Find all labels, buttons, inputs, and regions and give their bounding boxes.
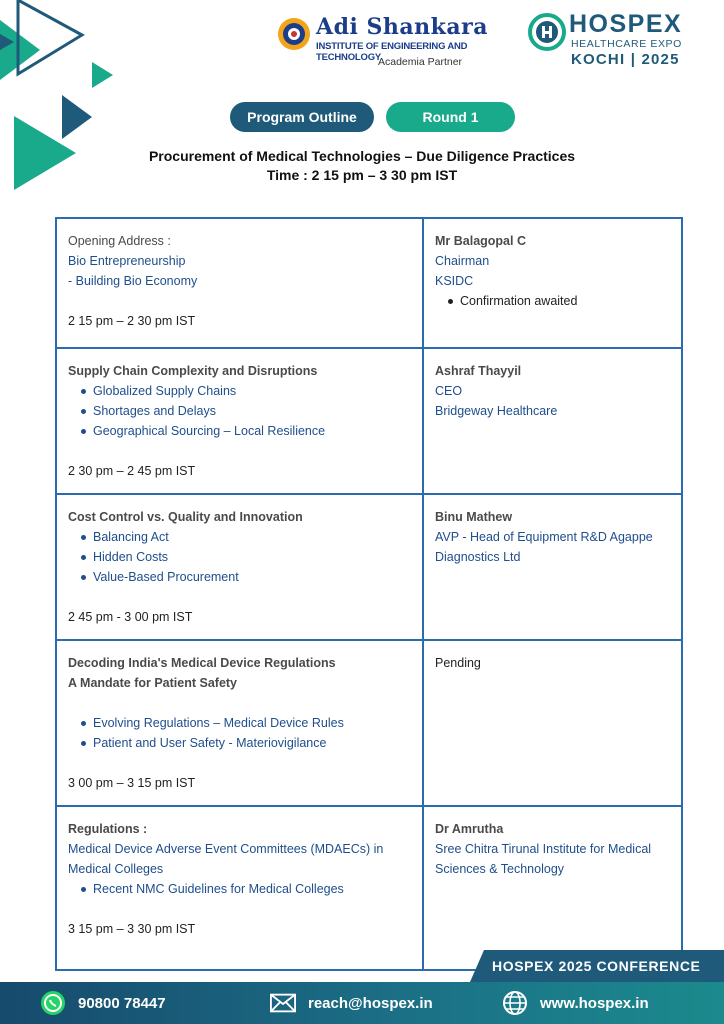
speaker-name: Mr Balagopal C xyxy=(435,234,526,248)
session-details xyxy=(57,495,424,639)
institute-name: Adi Shankara xyxy=(316,14,488,40)
session-time: 2 15 pm – 2 30 pm IST xyxy=(68,314,196,328)
partner-label: Academia Partner xyxy=(378,56,463,68)
session-bullets xyxy=(68,527,411,587)
phone-number: 90800 78447 xyxy=(78,994,166,1012)
session-row xyxy=(57,219,681,347)
session-time: 2 30 pm – 2 45 pm IST xyxy=(68,464,196,478)
whatsapp-icon xyxy=(40,990,66,1016)
session-bullets xyxy=(68,879,411,899)
speaker-details xyxy=(424,219,681,347)
session-heading: Opening Address : xyxy=(68,234,171,248)
adi-shankara-logo xyxy=(276,14,516,70)
globe-icon xyxy=(502,990,528,1016)
list-item: Hidden Costs xyxy=(81,547,411,567)
speaker-name: Binu Mathew xyxy=(435,510,513,524)
expo-name: HOSPEX xyxy=(569,10,683,38)
page-title xyxy=(0,147,724,185)
session-time: 2 45 pm - 3 00 pm IST xyxy=(68,610,193,624)
session-details xyxy=(57,807,424,969)
website-url: www.hospex.in xyxy=(540,994,649,1012)
session-details xyxy=(57,219,424,347)
session-topic-line: Bio Entrepreneurship xyxy=(68,254,186,268)
session-topic-line: - Building Bio Economy xyxy=(68,274,198,288)
email-address: reach@hospex.in xyxy=(308,994,433,1012)
session-heading: Supply Chain Complexity and Disruptions xyxy=(68,364,318,378)
list-item: Geographical Sourcing – Local Resilience xyxy=(81,421,411,441)
website-contact[interactable] xyxy=(502,982,649,1024)
speaker-details xyxy=(424,495,681,639)
list-item: Globalized Supply Chains xyxy=(81,381,411,401)
speaker-role: Chairman xyxy=(435,254,490,268)
session-subheading: A Mandate for Patient Safety xyxy=(68,676,238,690)
speaker-org: Sree Chitra Tirunal Institute for Medical Sciences & Technology xyxy=(435,842,652,876)
email-contact[interactable] xyxy=(270,982,433,1024)
speaker-details xyxy=(424,807,681,969)
schedule-table xyxy=(55,217,683,971)
phone-contact[interactable] xyxy=(40,982,166,1024)
speaker-org: Bridgeway Healthcare xyxy=(435,404,558,418)
list-item: Evolving Regulations – Medical Device Rules xyxy=(81,713,411,733)
session-bullets xyxy=(68,381,411,441)
speaker-note: Confirmation awaited xyxy=(448,291,670,311)
list-item: Value-Based Procurement xyxy=(81,567,411,587)
list-item: Balancing Act xyxy=(81,527,411,547)
session-heading: Decoding India's Medical Device Regulations xyxy=(68,656,336,670)
session-heading: Regulations : xyxy=(68,822,148,836)
session-details xyxy=(57,641,424,805)
session-topic: Medical Device Adverse Event Committees (MDAECs) in Medical Colleges xyxy=(68,842,384,876)
expo-city-year: KOCHI | 2025 xyxy=(571,51,680,68)
institute-subtitle: INSTITUTE OF ENGINEERING AND TECHNOLOGY xyxy=(316,41,468,63)
speaker-details xyxy=(424,349,681,493)
session-row xyxy=(57,347,681,493)
speaker-note-list xyxy=(435,291,670,311)
speaker-org: KSIDC xyxy=(435,274,474,288)
title-line-topic: Procurement of Medical Technologies – Due Diligence Practices xyxy=(148,148,576,164)
speaker-role: AVP - Head of Equipment R&D Agappe Diagnostics Ltd xyxy=(435,530,653,564)
speaker-name: Ashraf Thayyil xyxy=(435,364,522,378)
list-item: Patient and User Safety - Materiovigilance xyxy=(81,733,411,753)
title-line-time: Time : 2 15 pm – 3 30 pm IST xyxy=(266,167,458,183)
institute-seal-icon xyxy=(276,16,312,52)
session-heading: Cost Control vs. Quality and Innovation xyxy=(68,510,303,524)
speaker-details xyxy=(424,641,681,805)
round-pill: Round 1 xyxy=(386,102,515,132)
speaker-name: Dr Amrutha xyxy=(435,822,504,836)
session-details xyxy=(57,349,424,493)
mail-icon xyxy=(270,990,296,1016)
list-item: Shortages and Delays xyxy=(81,401,411,421)
expo-subtitle: HEALTHCARE EXPO xyxy=(571,38,682,50)
session-row xyxy=(57,639,681,805)
hospex-logo xyxy=(527,12,717,72)
program-outline-pill: Program Outline xyxy=(230,102,374,132)
session-row xyxy=(57,493,681,639)
session-row xyxy=(57,805,681,969)
session-time: 3 00 pm – 3 15 pm IST xyxy=(68,776,196,790)
hospex-h-icon xyxy=(527,12,567,52)
session-bullets xyxy=(68,713,411,753)
speaker-status: Pending xyxy=(435,656,481,670)
conference-label: HOSPEX 2025 CONFERENCE xyxy=(492,958,701,974)
list-item: Recent NMC Guidelines for Medical Colleges xyxy=(81,879,411,899)
contact-footer xyxy=(0,982,724,1024)
session-time: 3 15 pm – 3 30 pm IST xyxy=(68,922,196,936)
speaker-role: CEO xyxy=(435,384,463,398)
